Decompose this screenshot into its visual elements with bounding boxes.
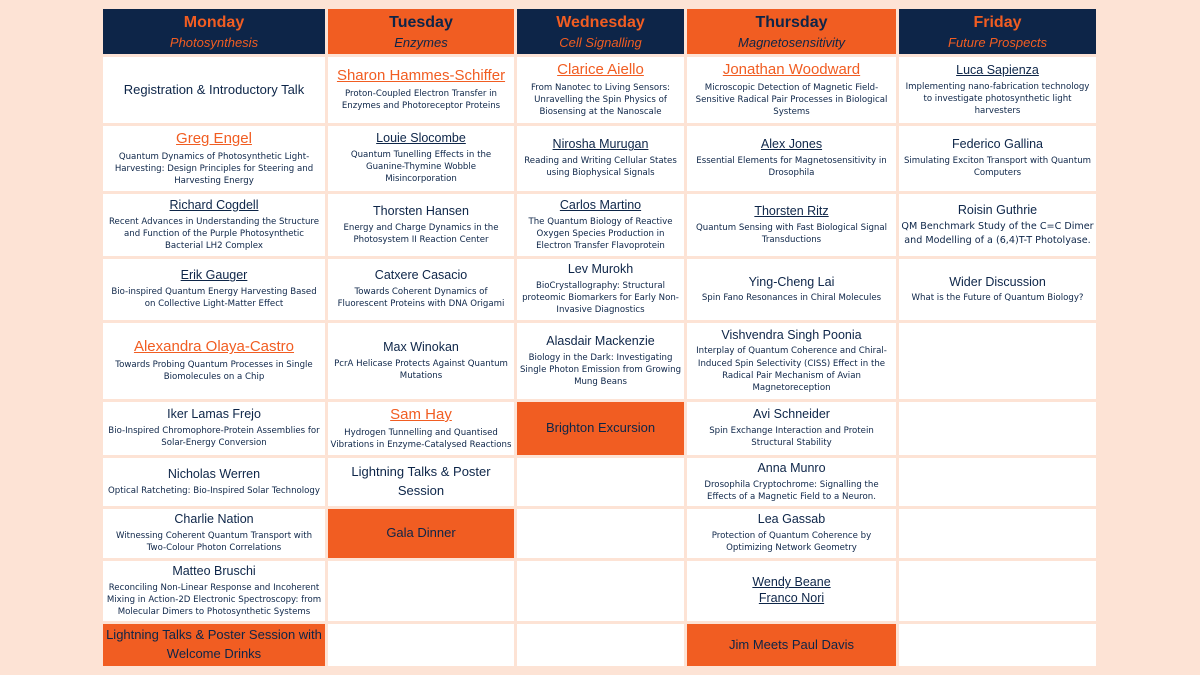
header-thursday xyxy=(687,9,896,54)
speaker-link[interactable]: Greg Engel xyxy=(176,129,252,147)
talk-cell xyxy=(328,323,514,399)
speaker-link[interactable]: Sam Hay xyxy=(390,405,452,423)
empty-cell xyxy=(517,624,684,666)
talk-cell xyxy=(328,126,514,191)
talk-title: Energy and Charge Dynamics in the Photosystem II Reaction Center xyxy=(343,222,499,245)
speaker-link[interactable]: Alex Jones xyxy=(760,137,823,152)
talk-title: Witnessing Coherent Quantum Transport with Two-Colour Photon Correlations xyxy=(115,531,313,554)
speaker-link[interactable]: Erik Gauger xyxy=(180,268,248,283)
session-label: Jim Meets Paul Davis xyxy=(729,636,854,652)
empty-cell xyxy=(899,458,1096,506)
header-tuesday xyxy=(328,9,514,54)
session-cell xyxy=(103,624,325,666)
talk-cell xyxy=(103,561,325,621)
session-label: Brighton Excursion xyxy=(545,420,656,436)
speaker-name: Thorsten Hansen xyxy=(373,203,469,218)
talk-title: Recent Advances in Understanding the Structure and Function of the Purple Photosynthetic Bacterial LH2 Complex xyxy=(108,216,320,251)
speaker-name: Catxere Casacio xyxy=(374,268,468,283)
speaker-name: Alasdair Mackenzie xyxy=(546,333,655,348)
talk-cell xyxy=(328,57,514,123)
session-cell xyxy=(328,458,514,506)
empty-cell xyxy=(899,323,1096,399)
talk-title: Quantum Sensing with Fast Biological Signal Transductions xyxy=(695,222,888,245)
talk-title: Simulating Exciton Transport with Quantum Computers xyxy=(903,156,1092,179)
header-friday xyxy=(899,9,1096,54)
talk-title: PcrA Helicase Protects Against Quantum Mutations xyxy=(334,358,508,381)
talk-cell xyxy=(517,259,684,320)
talk-cell xyxy=(687,402,896,455)
speaker-list xyxy=(752,575,830,606)
speaker-name: Max Winokan xyxy=(383,339,459,354)
talk-title: Essential Elements for Magnetosensitivity in Drosophila xyxy=(696,156,887,179)
speaker-name: Nicholas Werren xyxy=(167,467,261,482)
talk-cell xyxy=(517,194,684,256)
talk-cell xyxy=(899,57,1096,123)
speaker-link[interactable]: Richard Cogdell xyxy=(169,197,259,212)
talk-title: Proton-Coupled Electron Transfer in Enzymes and Photoreceptor Proteins xyxy=(341,89,501,112)
speaker-link[interactable]: Thorsten Ritz xyxy=(754,203,829,218)
talk-title: The Quantum Biology of Reactive Oxygen Species Production in Electron Transfer Flavoprotein xyxy=(528,216,673,251)
talk-cell xyxy=(328,259,514,320)
talk-cell xyxy=(687,323,896,399)
talk-title: Hydrogen Tunnelling and Quantised Vibrations in Enzyme-Catalysed Reactions xyxy=(330,427,512,450)
speaker-link[interactable]: Wendy Beane xyxy=(752,575,831,590)
speaker-name: Ying-Cheng Lai xyxy=(748,274,835,289)
talk-cell xyxy=(103,194,325,256)
session-cell xyxy=(517,402,684,455)
talk-cell xyxy=(517,323,684,399)
schedule-grid xyxy=(103,9,1096,665)
speaker-link[interactable]: Nirosha Murugan xyxy=(552,137,649,152)
talk-title: Implementing nano-fabrication technology to investigate photosynthetic light harvesters xyxy=(905,81,1090,116)
talk-cell xyxy=(687,458,896,506)
empty-cell xyxy=(517,561,684,621)
day-topic: Cell Signalling xyxy=(559,34,642,50)
day-name: Wednesday xyxy=(556,13,645,31)
talk-cell xyxy=(103,458,325,506)
day-name: Friday xyxy=(973,13,1022,31)
session-cell xyxy=(103,57,325,123)
speaker-link[interactable]: Jonathan Woodward xyxy=(722,61,861,79)
empty-cell xyxy=(328,561,514,621)
talk-title: Spin Exchange Interaction and Protein Structural Stability xyxy=(709,426,874,449)
talk-title: Spin Fano Resonances in Chiral Molecules xyxy=(701,293,882,304)
talk-cell xyxy=(103,259,325,320)
day-topic: Future Prospects xyxy=(948,34,1047,50)
empty-cell xyxy=(328,624,514,666)
session-cell xyxy=(687,624,896,666)
talk-cell xyxy=(328,194,514,256)
talk-title: BioCrystallography: Structural proteomic Biomarkers for Early Non-Invasive Diagnostics xyxy=(522,281,679,316)
day-name: Monday xyxy=(183,13,245,31)
day-topic: Enzymes xyxy=(394,34,448,50)
talk-cell xyxy=(899,259,1096,320)
speaker-link[interactable]: Louie Slocombe xyxy=(376,131,466,146)
speaker-link[interactable]: Carlos Martino xyxy=(559,197,642,212)
day-name: Thursday xyxy=(755,13,828,31)
talk-cell xyxy=(687,126,896,191)
talk-title: Reading and Writing Cellular States using Biophysical Signals xyxy=(524,156,677,179)
talk-title: Microscopic Detection of Magnetic Field-Sensitive Radical Pair Processes in Biological Systems xyxy=(695,83,888,118)
talk-title: From Nanotec to Living Sensors: Unravelling the Spin Physics of Biosensing at the Nanoscale xyxy=(530,83,670,118)
talk-title: Quantum Dynamics of Photosynthetic Light-Harvesting: Design Principles for Steering and Harvesting Energy xyxy=(114,151,314,186)
session-label: Lightning Talks & Poster Session xyxy=(351,464,491,498)
talk-cell xyxy=(103,509,325,558)
day-name: Tuesday xyxy=(389,13,453,31)
speaker-name: Wider Discussion xyxy=(949,274,1046,289)
day-topic: Magnetosensitivity xyxy=(738,34,845,50)
talk-cell xyxy=(103,402,325,455)
talk-cell xyxy=(899,194,1096,256)
talk-title: Biology in the Dark: Investigating Single Photon Emission from Growing Mung Beans xyxy=(519,352,682,387)
talk-title: Optical Ratcheting: Bio-Inspired Solar Technology xyxy=(108,485,320,496)
empty-cell xyxy=(517,458,684,506)
speaker-link[interactable]: Sharon Hammes-Schiffer xyxy=(336,67,506,85)
speaker-name: Federico Gallina xyxy=(951,137,1043,152)
talk-cell xyxy=(328,402,514,455)
talk-cell xyxy=(517,126,684,191)
talk-cell xyxy=(517,57,684,123)
empty-cell xyxy=(899,561,1096,621)
header-monday xyxy=(103,9,325,54)
speaker-link[interactable]: Clarice Aiello xyxy=(557,61,644,79)
talk-title: Bio-inspired Quantum Energy Harvesting Based on Collective Light-Matter Effect xyxy=(111,287,317,310)
speaker-name: Charlie Nation xyxy=(174,512,254,527)
speaker-link[interactable]: Franco Nori xyxy=(758,591,825,605)
talk-cell xyxy=(103,323,325,399)
talk-title: Bio-Inspired Chromophore-Protein Assemblies for Solar-Energy Conversion xyxy=(108,426,320,449)
session-label: Lightning Talks & Poster Session with Welcome Drinks xyxy=(106,627,322,661)
speaker-name: Roisin Guthrie xyxy=(957,202,1038,217)
speaker-name: Vishvendra Singh Poonia xyxy=(721,327,862,342)
talk-title: QM Benchmark Study of the C=C Dimer and Modelling of a (6,4)T-T Photolyase. xyxy=(901,221,1094,246)
empty-cell xyxy=(899,509,1096,558)
talk-title: Drosophila Cryptochrome: Signalling the Effects of a Magnetic Field to a Neuron. xyxy=(704,479,879,502)
talk-title: Towards Probing Quantum Processes in Single Biomolecules on a Chip xyxy=(115,360,313,383)
speaker-name: Matteo Bruschi xyxy=(172,563,256,578)
session-label: Registration & Introductory Talk xyxy=(123,81,305,97)
session-label: Gala Dinner xyxy=(386,525,456,541)
talk-title: Interplay of Quantum Coherence and Chiral-Induced Spin Selectivity (CISS) Effect in the Radical Pair Mechanism of Avian Magnetoreception xyxy=(696,346,887,394)
header-wednesday xyxy=(517,9,684,54)
session-cell xyxy=(328,509,514,558)
talk-cell xyxy=(103,126,325,191)
talk-title: Protection of Quantum Coherence by Optimizing Network Geometry xyxy=(711,531,872,554)
empty-cell xyxy=(899,402,1096,455)
talk-cell xyxy=(687,561,896,621)
talk-cell xyxy=(687,57,896,123)
talk-cell xyxy=(687,509,896,558)
day-topic: Photosynthesis xyxy=(169,34,259,50)
speaker-link[interactable]: Luca Sapienza xyxy=(956,62,1039,77)
talk-title: Towards Coherent Dynamics of Fluorescent Proteins with DNA Origami xyxy=(337,287,505,310)
talk-cell xyxy=(687,259,896,320)
talk-title: What is the Future of Quantum Biology? xyxy=(911,293,1084,304)
speaker-name: Lev Murokh xyxy=(567,262,634,277)
speaker-link[interactable]: Alexandra Olaya-Castro xyxy=(133,338,295,356)
talk-cell xyxy=(687,194,896,256)
speaker-name: Anna Munro xyxy=(757,460,826,475)
speaker-name: Iker Lamas Frejo xyxy=(167,407,261,422)
empty-cell xyxy=(517,509,684,558)
talk-cell xyxy=(899,126,1096,191)
speaker-name: Lea Gassab xyxy=(757,512,826,527)
speaker-name: Avi Schneider xyxy=(753,407,830,422)
empty-cell xyxy=(899,624,1096,666)
talk-title: Quantum Tunelling Effects in the Guanine-Thymine Wobble Misincorporation xyxy=(350,150,492,185)
talk-title: Reconciling Non-Linear Response and Incoherent Mixing in Action-2D Electronic Spectroscopy: from Molecular Dimers to Photosynthetic Systems xyxy=(106,582,322,617)
